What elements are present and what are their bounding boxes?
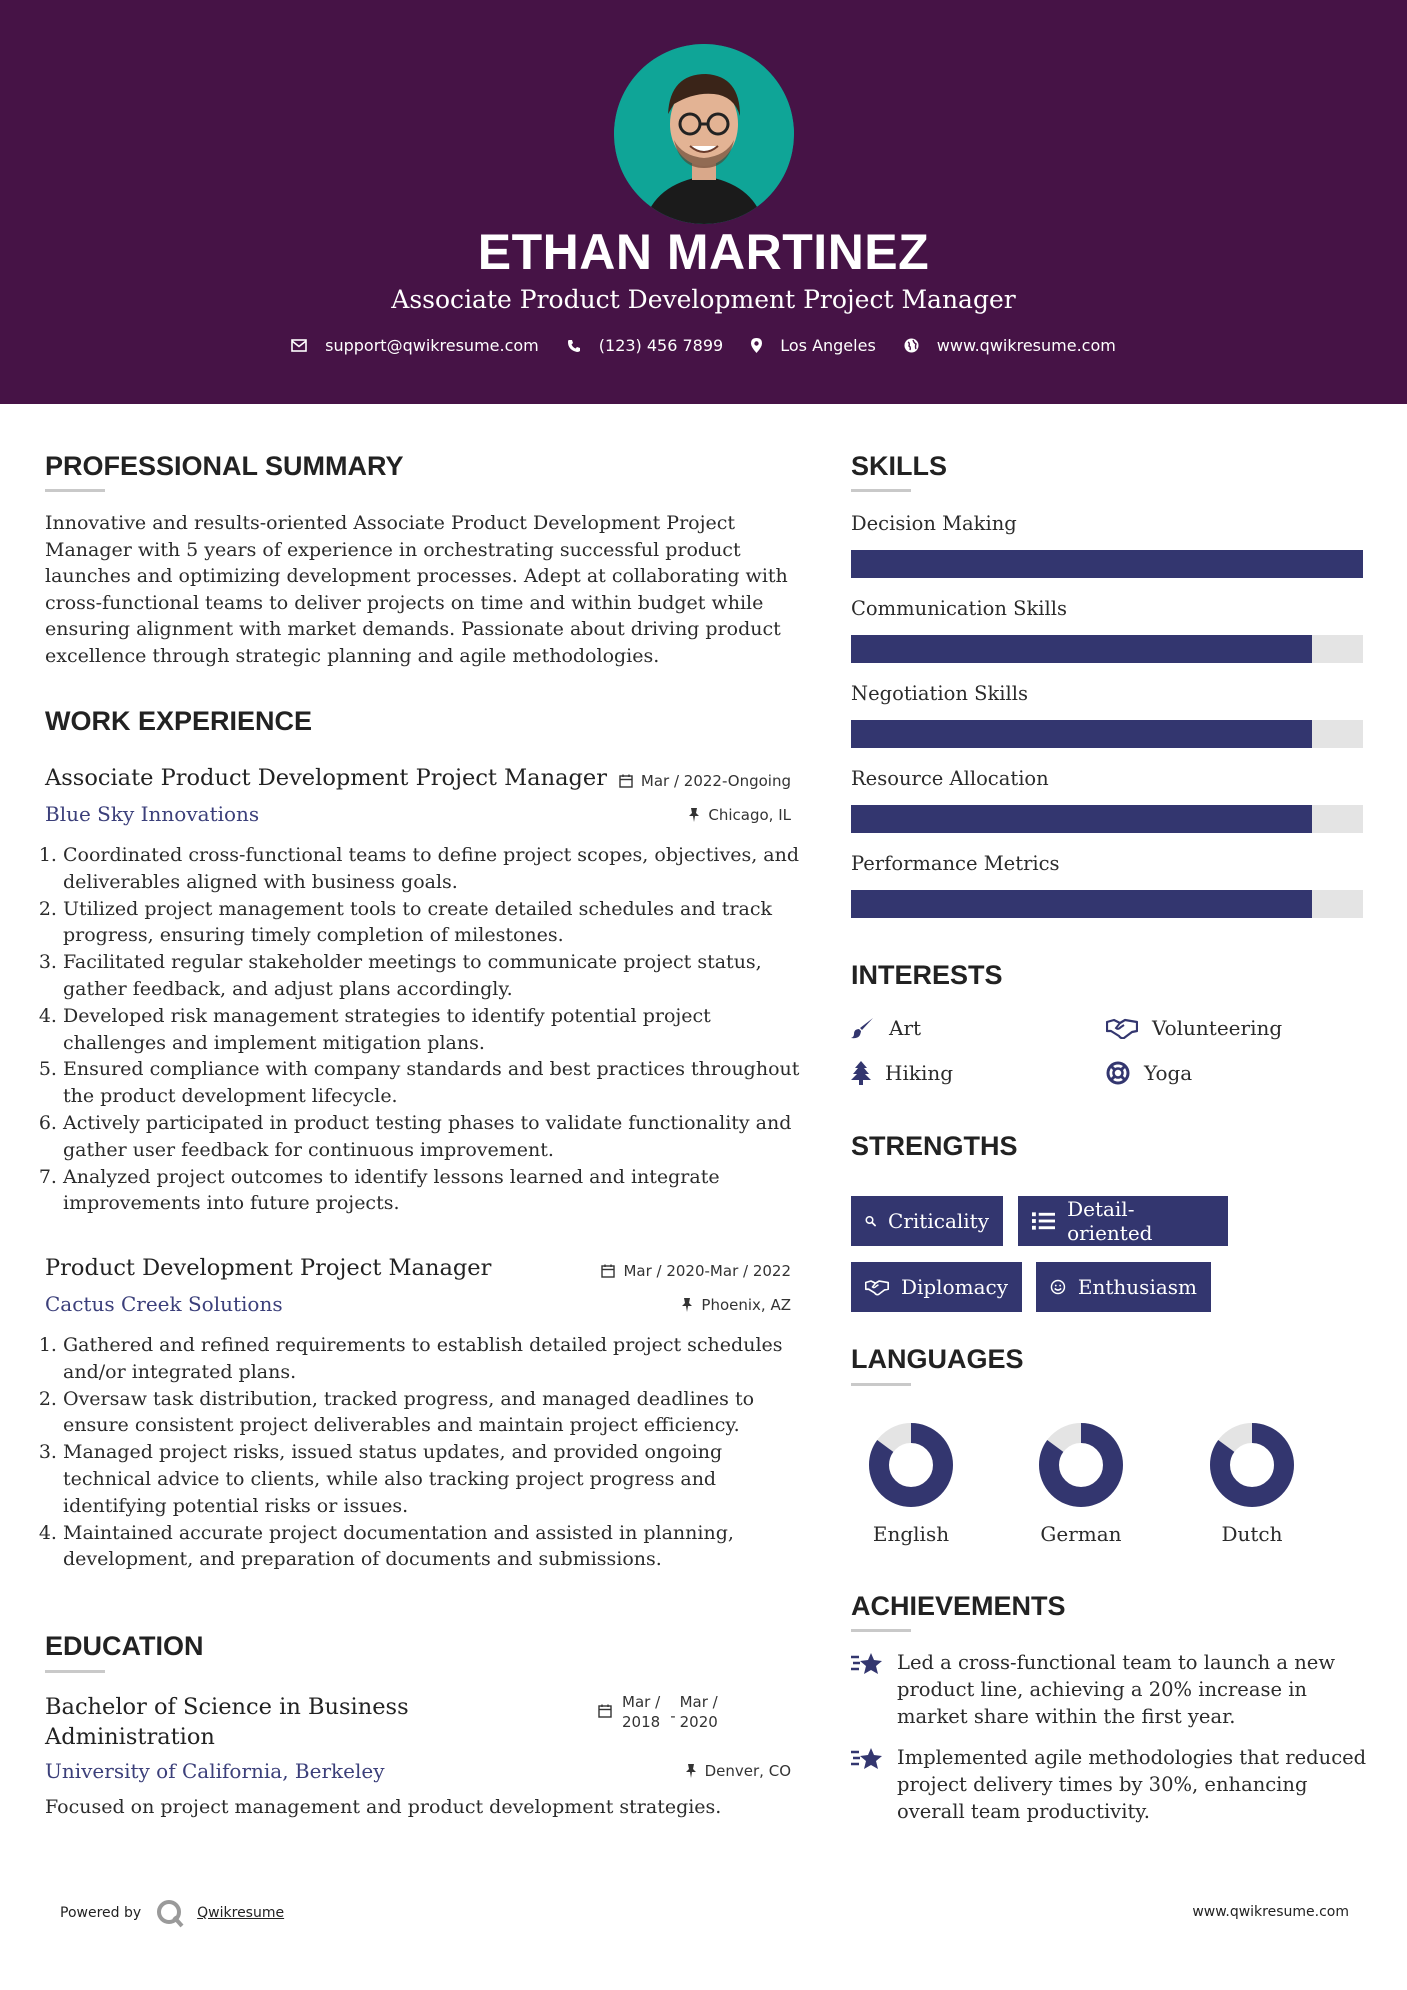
search-icon [865,1210,876,1232]
skill-label: Negotiation Skills [851,682,1028,705]
resume-header [0,0,1407,404]
start-month: Mar / [622,1693,661,1711]
degree-title-cont: Administration [45,1724,215,1750]
footer-powered-by [60,1898,284,1928]
avatar [614,44,794,224]
skill-bar-fill [851,890,1312,918]
education-heading: EDUCATION [45,1631,204,1661]
section-divider [851,489,911,492]
skill-label: Performance Metrics [851,852,1060,875]
strength-label: Detail-oriented [1067,1197,1153,1245]
tree-icon [851,1061,871,1085]
interest-label: Hiking [885,1061,954,1085]
strength-chip [851,1262,1022,1312]
start-year: 2018 [622,1713,661,1731]
contact-location [751,336,876,355]
skill-bar [851,635,1363,663]
duties-list [45,842,815,1217]
education-location-text: Denver, CO [704,1762,791,1780]
pushpin-icon [685,1764,697,1778]
skill-label: Resource Allocation [851,767,1049,790]
language-label: Dutch [1221,1522,1283,1546]
footer-website[interactable]: www.qwikresume.com [1192,1904,1349,1920]
end-month: Mar / [679,1693,718,1711]
pushpin-icon [681,1298,693,1312]
duty-item: 2. Oversaw task distribution, tracked progress, and managed deadlines to ensure consistent project deliverables and maintain project efficiency. [63,1386,815,1440]
contact-phone[interactable] [567,336,723,355]
degree-title: Bachelor of Science in Business [45,1694,409,1720]
job-dates [619,772,791,790]
language-donut [866,1420,956,1510]
job-dates-text: Mar / 2022-Ongoing [640,772,791,790]
duty-item: 4. Maintained accurate project documentation and assisted in planning, development, and preparation of documents and submissions. [63,1520,815,1574]
shooting-star-icon [851,1746,885,1772]
strength-chip [851,1196,1003,1246]
section-divider [45,489,105,492]
date-dash: - [670,1707,676,1725]
skill-bar-fill [851,805,1312,833]
achievements-heading: ACHIEVEMENTS [851,1591,1066,1621]
skill-bar [851,720,1363,748]
skill-bar-fill [851,635,1312,663]
paintbrush-icon [851,1017,875,1039]
shooting-star-icon [851,1651,885,1677]
duties-list [45,1332,815,1573]
skill-bar-fill [851,550,1363,578]
language-label: German [1040,1522,1122,1546]
strength-label: Diplomacy [900,1275,1008,1299]
duty-item: 1. Coordinated cross-functional teams to define project scopes, objectives, and deliverables aligned with business goals. [63,842,815,896]
job-title: Product Development Project Manager [45,1255,492,1281]
achievement-text: Implemented agile methodologies that reduced project delivery times by 30%, enhancing overall team productivity. [897,1746,1367,1823]
globe-icon [904,338,919,353]
education-description: Focused on project management and product development strategies. [45,1796,722,1818]
handshake-icon [865,1276,889,1298]
job-location-text: Chicago, IL [708,806,791,824]
skill-bar [851,805,1363,833]
phone-text: (123) 456 7899 [598,336,724,355]
strength-label: Enthusiasm [1077,1275,1197,1299]
job-location [681,1296,791,1314]
skill-bar-fill [851,720,1312,748]
job-dates-text: Mar / 2020-Mar / 2022 [623,1262,791,1280]
end-year: 2020 [679,1713,718,1731]
education-location [685,1762,791,1780]
interest-label: Art [889,1016,922,1040]
map-pin-icon [751,338,762,353]
lifering-icon [1106,1061,1130,1085]
strength-chip [1036,1262,1211,1312]
envelope-icon [291,339,307,352]
list-icon [1032,1211,1055,1231]
interest-item [1106,1061,1192,1085]
skill-bar [851,890,1363,918]
strength-chip [1018,1196,1228,1246]
duty-item: 7. Analyzed project outcomes to identify lessons learned and integrate improvements into future projects. [63,1164,815,1218]
summary-text: Innovative and results-oriented Associate Product Development Project Manager with 5 years of experience in orchestrating successful product launches and optimizing development processes. Adept at collaborating with cross-functional teams to deliver projects on time and within budget while ensuring alignment with market demands. Passionate about driving product excellence through strategic planning and agile methodologies. [45,512,788,667]
language-label: English [872,1522,950,1546]
duty-item: 3. Facilitated regular stakeholder meetings to communicate project status, gather feedback, and adjust plans accordingly. [63,949,815,1003]
interest-item [1106,1016,1282,1040]
candidate-title: Associate Product Development Project Manager [391,285,1016,314]
contact-email[interactable] [291,336,539,355]
achievement-text: Led a cross-functional team to launch a new product line, achieving a 20% increase in market share within the first year. [897,1651,1336,1728]
duty-item: 1. Gathered and refined requirements to establish detailed project schedules and/or integrated plans. [63,1332,815,1386]
summary-heading: PROFESSIONAL SUMMARY [45,451,404,481]
duty-item: 5. Ensured compliance with company standards and best practices throughout the product development lifecycle. [63,1056,815,1110]
duty-item: 6. Actively participated in product testing phases to validate functionality and gather user feedback for continuous improvement. [63,1110,815,1164]
qwikresume-link[interactable]: Qwikresume [197,1905,285,1921]
section-divider [851,1629,911,1632]
interests-heading: INTERESTS [851,960,1003,990]
location-text: Los Angeles [780,336,876,355]
job-title: Associate Product Development Project Manager [45,765,607,791]
interest-item [851,1016,921,1040]
person-photo-icon [614,44,794,224]
company-name: Cactus Creek Solutions [45,1292,283,1316]
skill-label: Communication Skills [851,597,1068,620]
achievement-item [851,1744,1371,1825]
qwikresume-logo-icon [155,1898,185,1928]
candidate-name: ETHAN MARTINEZ [477,224,930,280]
skill-bar [851,550,1363,578]
language-donut [1207,1420,1297,1510]
skills-heading: SKILLS [851,451,948,481]
email-text: support@qwikresume.com [325,336,539,355]
skill-label: Decision Making [851,512,1017,535]
language-donut [1036,1420,1126,1510]
phone-icon [567,339,581,353]
job-dates [601,1262,791,1280]
website-text: www.qwikresume.com [936,336,1116,355]
interest-label: Volunteering [1152,1016,1283,1040]
pushpin-icon [688,808,700,822]
languages-heading: LANGUAGES [851,1344,1024,1374]
strength-label: Criticality [888,1209,989,1233]
school-name: University of California, Berkeley [45,1759,385,1783]
smile-icon [1050,1276,1066,1298]
interest-item [851,1061,953,1085]
strengths-heading: STRENGTHS [851,1131,1018,1161]
calendar-icon [598,1704,612,1718]
section-divider [45,1670,105,1673]
powered-by-text: Powered by [60,1905,142,1921]
calendar-icon [619,774,633,788]
duty-item: 3. Managed project risks, issued status updates, and provided ongoing technical advice to clients, while also tracking project progress and identifying potential risks or issues. [63,1439,815,1519]
duty-item: 4. Developed risk management strategies to identify potential project challenges and implement mitigation plans. [63,1003,815,1057]
achievement-item [851,1649,1371,1730]
contact-bar [0,336,1407,355]
job-location-text: Phoenix, AZ [701,1296,791,1314]
education-dates [598,1692,718,1732]
contact-website[interactable] [904,336,1116,355]
duty-item: 2. Utilized project management tools to create detailed schedules and track progress, ensuring timely completion of milestones. [63,896,815,950]
experience-heading: WORK EXPERIENCE [45,706,313,736]
calendar-icon [601,1264,615,1278]
job-location [688,806,791,824]
handshake-icon [1106,1017,1138,1039]
company-name: Blue Sky Innovations [45,802,260,826]
section-divider [851,1383,911,1386]
interest-label: Yoga [1144,1061,1193,1085]
